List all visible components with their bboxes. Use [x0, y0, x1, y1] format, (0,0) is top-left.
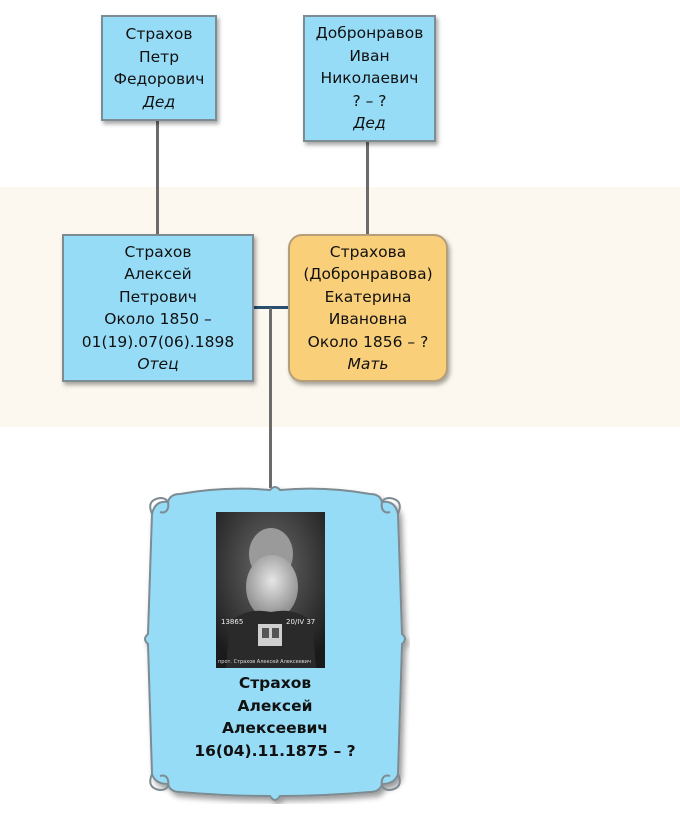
life-dates-end: 01(19).07(06).1898	[81, 332, 235, 351]
surname: Страхов	[124, 242, 192, 261]
person-card-paternal-grandfather[interactable]	[101, 15, 217, 121]
relation-label: Отец	[137, 355, 179, 373]
connector-child	[269, 308, 272, 488]
connector-maternal-grandfather	[366, 141, 369, 235]
subject-info	[150, 672, 400, 762]
patronymic: Петрович	[119, 287, 197, 306]
life-dates-start: Около 1850 –	[104, 310, 212, 328]
life-dates: ? – ?	[352, 91, 387, 110]
life-dates: 16(04).11.1875 – ?	[194, 741, 356, 760]
relation-label: Дед	[142, 92, 176, 111]
maiden-name: (Добронравова)	[303, 265, 433, 283]
patronymic: Алексеевич	[222, 719, 328, 737]
patronymic: Ивановна	[328, 310, 408, 328]
life-dates: Около 1856 – ?	[307, 332, 429, 351]
given-name: Алексей	[124, 265, 192, 283]
given-name: Екатерина	[324, 287, 412, 306]
connector-paternal-grandfather	[156, 120, 159, 235]
photo-caption: прот. Страхов Алексей Алексеевич	[218, 659, 311, 665]
surname: Страхова	[329, 242, 407, 261]
portrait-photo	[216, 512, 325, 668]
patronymic: Федорович	[113, 70, 205, 88]
given-name: Алексей	[237, 696, 313, 715]
person-card-mother[interactable]	[288, 234, 448, 382]
surname: Страхов	[238, 674, 312, 692]
surname: Страхов	[125, 25, 193, 43]
patronymic: Николаевич	[320, 69, 419, 88]
photo-number: 13865	[221, 618, 244, 626]
given-name: Петр	[138, 47, 180, 66]
given-name: Иван	[349, 46, 390, 65]
relation-label: Мать	[347, 355, 389, 373]
person-card-father[interactable]	[62, 234, 254, 382]
surname: Добронравов	[315, 24, 424, 43]
photo-date: 20/IV 37	[286, 618, 316, 626]
person-card-maternal-grandfather[interactable]	[303, 15, 436, 142]
relation-label: Дед	[353, 114, 386, 133]
